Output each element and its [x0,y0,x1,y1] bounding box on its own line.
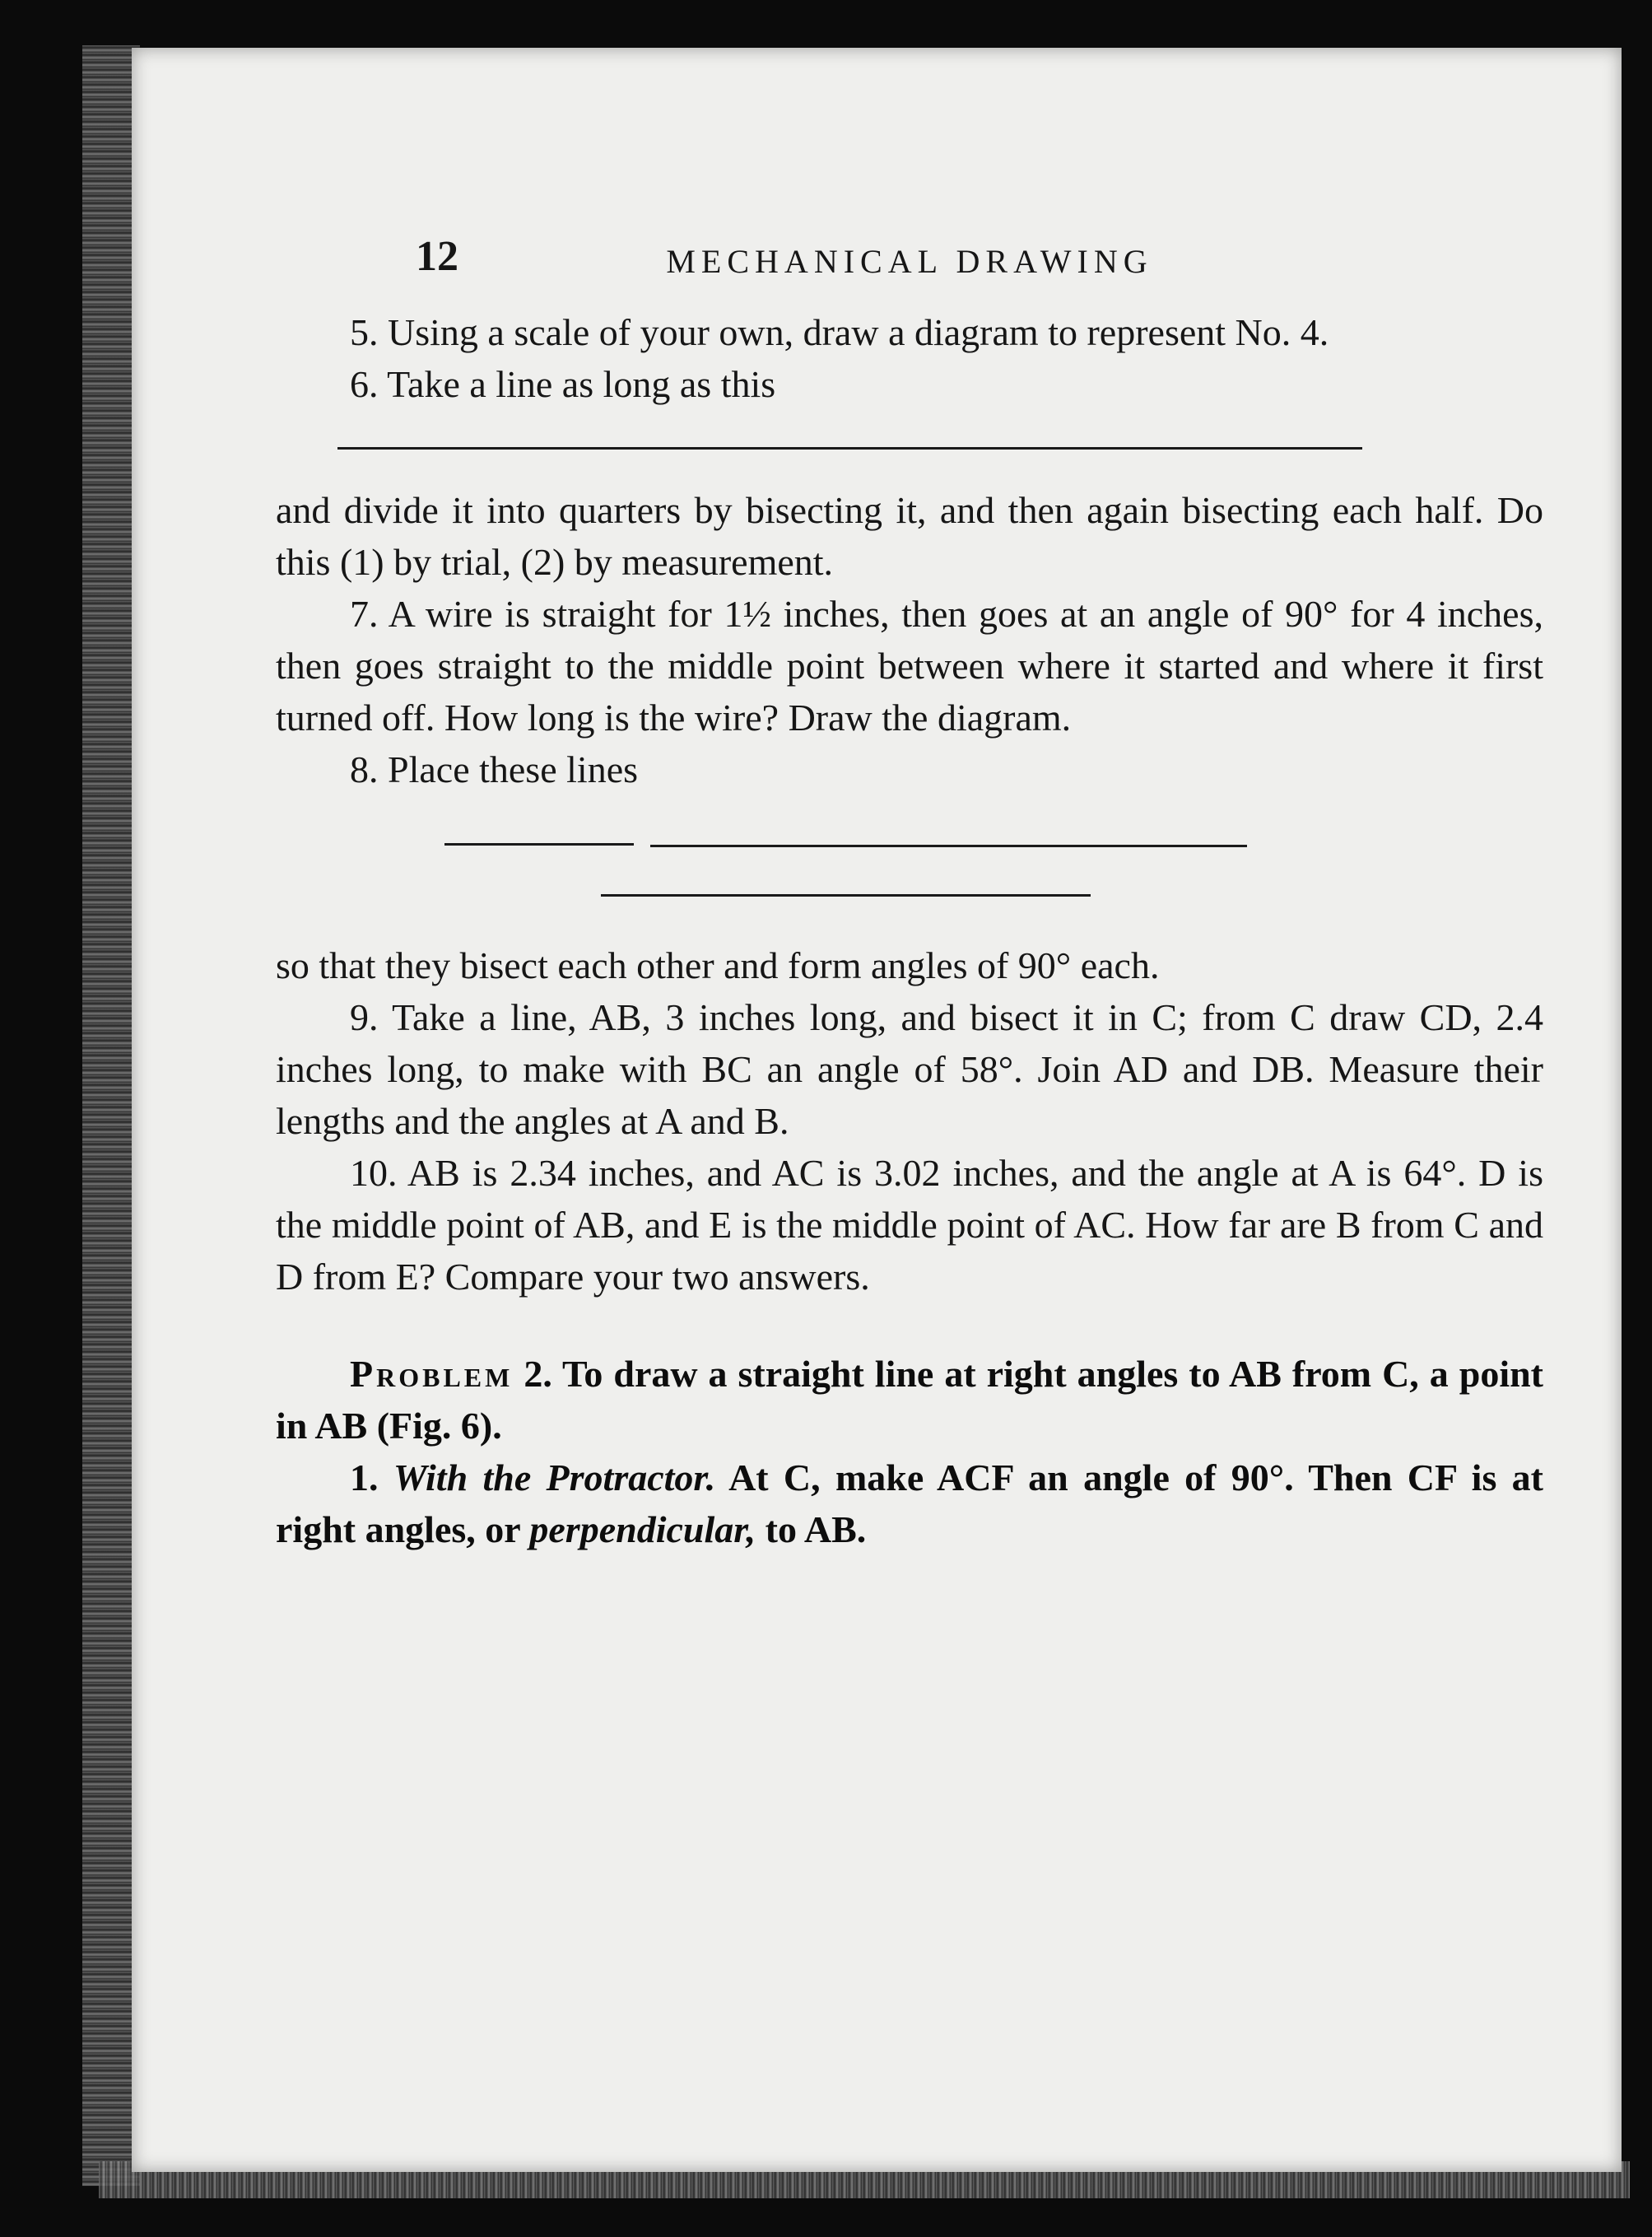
protractor-method [276,1452,1543,1555]
page-content [276,231,1543,1555]
sample-line-container [276,410,1543,484]
method-title: With the Protractor. [393,1456,716,1498]
method-text-2: Then CF is at right angles, or [276,1456,1543,1550]
line-short [444,843,634,846]
method-emphasis: perpendicular, [529,1508,756,1550]
page-header [276,231,1543,288]
method-text-1: At C, make ACF an angle of 90°. [728,1456,1294,1498]
problem-2 [276,1348,1543,1452]
method-number: 1. [350,1456,379,1498]
exercise-6-rest: and divide it into quarters by bisecting it, and then again bisecting each half. Do this (1) by trial, (2) by measurement. [276,489,1543,583]
exercise-8-intro: 8. Place these lines [350,748,639,790]
exercise-8-rest: so that they bisect each other and form angles of 90° each. [276,944,1160,986]
exercise-5: 5. Using a scale of your own, draw a diagram to represent No. 4. [350,311,1329,353]
method-text-3: to AB. [765,1508,867,1550]
section-gap [276,1303,1543,1348]
exercise-7: 7. A wire is straight for 1½ inches, then goes at an angle of 90° for 4 inches, then goes straight to the middle point between where it started and where it first turned off. How long is the wire? Draw the diagram. [276,593,1543,739]
exercise-6-intro: 6. Take a line as long as this [350,363,776,405]
sample-line [337,447,1362,450]
line-medium [601,894,1091,897]
lines-to-place-container [276,795,1543,939]
problem-statement: 2. To draw a straight line at right angles to AB from C, a point in AB (Fig. 6). [276,1353,1544,1447]
running-head: MECHANICAL DRAWING [666,243,1153,280]
page-number: 12 [416,233,458,280]
line-long [650,845,1247,847]
exercise-9: 9. Take a line, AB, 3 inches long, and bisect it in C; from C draw CD, 2.4 inches long, to make with BC an angle of 58°. Join AD and DB. Measure their lengths and the angles at A and B. [276,996,1543,1142]
exercise-10: 10. AB is 2.34 inches, and AC is 3.02 inches, and the angle at A is 64°. D is the middle point of AB, and E is the middle point of AC. How far are B from C and D from E? Compare your two answers. [276,1152,1543,1298]
problem-label: Problem [350,1353,514,1395]
